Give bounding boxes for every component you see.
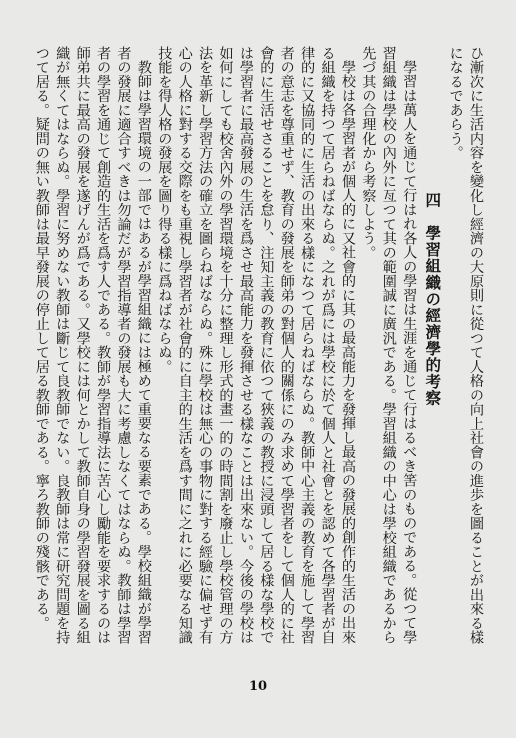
- paragraph-1: 學習は萬人を通じて行はれ各人の學習は生涯を通じて行はるべき筈のものである。從つて學習組織は學校の內外に亙つて其の範圍誠に廣汎である。學習組織の中心は學校組織であるから先づ其の合理化から考察しよう。: [360, 46, 418, 645]
- section-heading: 四 學習組織の經濟學的考察: [423, 192, 443, 407]
- paragraph-3: 教師は學習環境の一部ではあるが學習組織には極めて重要なる要素である。學校組織が學習者の發展に適合すべきは勿論だが學習指導者の發展も大に考慮しなくてはならぬ。教師は學習者の學習を通じて創造的生活を爲す人である。教師が學習指導法に苦心し勵能を要求するのは師弟共に最高の發展を遂げんが爲である。又學校には何とかして教師自身の學習發展を圖る組織が無くてはならぬ。學習に努めない教師は斷じて良教師でない。良教師は常に研究問題を持つて居る。疑問の無い教師は最早發展の停止して居る教師である。寧ろ教師の殘骸である。: [33, 46, 152, 645]
- vertical-text-body: [28, 46, 486, 658]
- page-number: 10: [248, 679, 268, 694]
- paragraph-2: 學校は各學習者が個人的に又社會的に其の最高能力を發揮し最高の發展的創作的生活の出來る組織を持つて居らねばならぬ。之れが爲には學校に於て個人と社會とを認めて各學習者が自律的に又協同的に生活の出來る樣になつて居らねばならぬ。教師中心主義の教育を施して學習者の意志を尊重せず、教育の發展を師弟の對個人的關係にのみ求めて學習者をして個人的に社會的に生活せさることを怠り、注知主義の教育に依つて狹義の教授に浸頭して居る樣な學校では學習者に最高發展の生活を爲させ最高能力を發揮させる樣なことは出來ない。今後の學校は如何にしても校舍內外の學習環境を十分に整理し形式的畫一的の時間割を廢止し學校管理の方法を革新し學習方法の確立を圖らねばならぬ。殊に學校は無心の事物に對する經驗に偏せず有心の人格に對する交際をも重視し學習者が社會的に自主的生活を爲す間に之れに必要なる知識技能を得人格の發展を圖り得る樣に爲ねばならぬ。: [156, 46, 356, 645]
- intro-line: ひ漸次に生活内容を變化し經濟の大原則に從つて人格の向上社會の進歩を圖ることが出來る樣になるであらう。: [447, 46, 484, 645]
